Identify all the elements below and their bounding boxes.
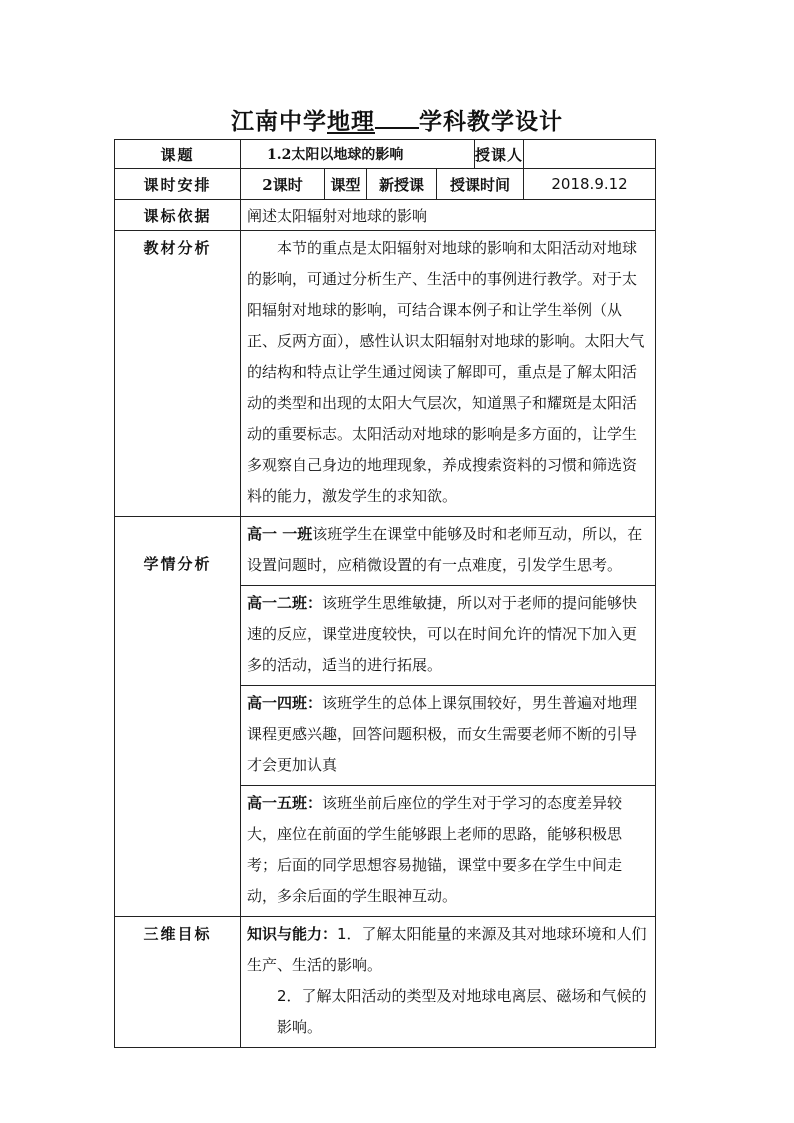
objectives-heading: 知识与能力： [247, 925, 338, 943]
row-objectives [115, 917, 656, 1048]
class-4-analysis [241, 786, 656, 917]
class-3-name: 高一四班： [247, 694, 323, 712]
document-title [0, 103, 794, 136]
class-4-text: 该班坐前后座位的学生对于学习的态度差异较大，座位在前面的学生能够跟上老师的思路，能够积极思考；后面的同学思想容易抛锚，课堂中要多在学生中间走动，多余后面的学生眼神互动。 [247, 794, 623, 905]
teacher-value [524, 140, 656, 169]
row-class-1 [115, 517, 656, 586]
objectives-value [241, 917, 656, 1048]
class-2-analysis [241, 586, 656, 686]
class-4-name: 高一五班： [247, 794, 323, 812]
row-standard [115, 200, 656, 231]
class-1-analysis [241, 517, 656, 586]
material-value: 本节的重点是太阳辐射对地球的影响和太阳活动对地球的影响，可通过分析生产、生活中的事例进行教学。对于太阳辐射对地球的影响，可结合课本例子和让学生举例（从正、反两方面），感性认识太阳辐射对地球的影响。太阳大气的结构和特点让学生通过阅读了解即可，重点是了解太阳活动的类型和出现的太阳大气层次，知道黑子和耀斑是太阳活动的重要标志。太阳活动对地球的影响是多方面的，让学生多观察自己身边的地理现象，养成搜索资料的习惯和筛选资料的能力，激发学生的求知欲。 [241, 231, 656, 517]
objectives-label: 三维目标 [115, 917, 241, 1048]
title-blank-line [375, 109, 419, 129]
class-3-text: 该班学生的总体上课氛围较好，男生普遍对地理课程更感兴趣，回答问题积极，而女生需要老师不断的引导才会更加认真 [247, 694, 638, 774]
row-schedule [115, 169, 656, 200]
row-material [115, 231, 656, 517]
hours-label: 课时安排 [115, 169, 241, 200]
class-1-name: 高一 一班 [247, 525, 313, 543]
topic-label: 课题 [115, 140, 241, 169]
topic-value: 1.2太阳以地球的影响 [241, 140, 475, 169]
class-2-name: 高一二班： [247, 594, 323, 612]
objective-1 [247, 919, 651, 981]
objective-2: 2．了解太阳活动的类型及对地球电离层、磁场和气候的影响。 [277, 987, 647, 1036]
subject-name: 地理 [327, 108, 375, 135]
class-1-text: 该班学生在课堂中能够及时和老师互动，所以，在设置问题时，应稍微设置的有一点难度，引发学生思考。 [247, 525, 643, 574]
class-2-text: 该班学生思维敏捷，所以对于老师的提问能够快速的反应，课堂进度较快，可以在时间允许的情况下加入更多的活动，适当的进行拓展。 [247, 594, 638, 674]
hours-value: 2课时 [241, 169, 325, 200]
class-3-analysis [241, 686, 656, 786]
standard-label: 课标依据 [115, 200, 241, 231]
row-topic [115, 140, 656, 169]
lesson-plan-table [114, 139, 656, 1048]
teacher-label: 授课人 [475, 140, 524, 169]
material-label: 教材分析 [115, 231, 241, 517]
type-label: 课型 [325, 169, 367, 200]
school-name: 江南中学 [231, 108, 327, 135]
type-value: 新授课 [367, 169, 437, 200]
students-label: 学情分析 [115, 517, 241, 917]
time-value: 2018.9.12 [524, 169, 656, 200]
objective-1-text: 1．了解太阳能量的来源及其对地球环境和人们生产、生活的影响。 [247, 925, 647, 974]
standard-value: 阐述太阳辐射对地球的影响 [241, 200, 656, 231]
title-suffix: 学科教学设计 [419, 108, 563, 135]
time-label: 授课时间 [437, 169, 524, 200]
